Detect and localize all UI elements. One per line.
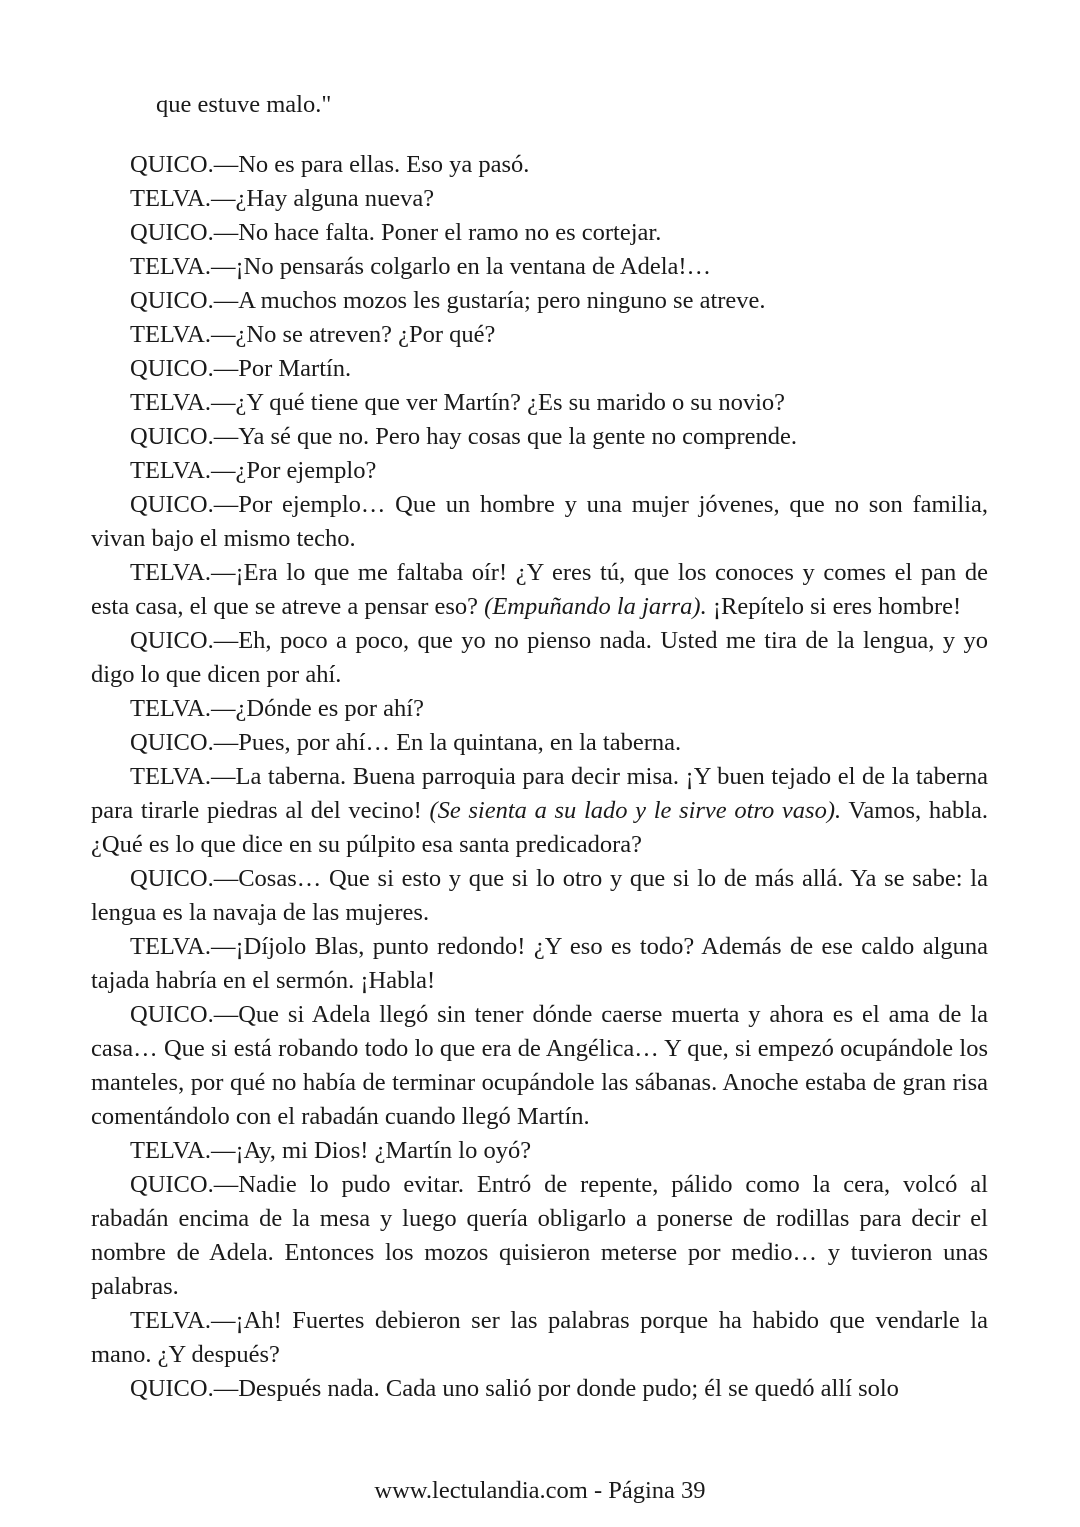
dialogue-text: Por Martín. — [238, 355, 352, 382]
em-dash: — — [213, 1375, 239, 1402]
dialogue-line — [91, 352, 988, 386]
dialogue-line — [91, 726, 988, 760]
stage-direction: (Empuñando la jarra). — [484, 593, 707, 620]
em-dash: — — [213, 151, 239, 178]
dialogue-text: A muchos mozos les gustaría; pero ninguno se atreve. — [238, 287, 766, 314]
dialogue-text: ¡No pensarás colgarlo en la ventana de Adela!… — [235, 253, 712, 280]
em-dash: — — [213, 865, 239, 892]
dialogue-text: ¡Díjolo Blas, punto redondo! ¿Y eso es todo? Además de ese caldo alguna tajada habría en el sermón. ¡Habla! — [91, 933, 988, 994]
footer-site: www.lectulandia.com — [374, 1477, 588, 1504]
dialogue-line — [91, 182, 988, 216]
dialogue-text: Después nada. Cada uno salió por donde pudo; él se quedó allí solo — [238, 1375, 899, 1402]
speaker-name: TELVA. — [130, 457, 212, 484]
em-dash: — — [211, 321, 236, 348]
em-dash: — — [213, 1001, 239, 1028]
dialogue-text: ¿Hay alguna nueva? — [235, 185, 435, 212]
speaker-name: TELVA. — [130, 185, 212, 212]
dialogue-line — [91, 284, 988, 318]
dialogue-line — [91, 454, 988, 488]
dialogue-line — [91, 420, 988, 454]
em-dash: — — [213, 1171, 239, 1198]
speaker-name: TELVA. — [130, 1307, 212, 1334]
speaker-name: QUICO. — [130, 491, 214, 518]
em-dash: — — [213, 355, 239, 382]
dialogue-line — [91, 148, 988, 182]
speaker-name: TELVA. — [130, 389, 212, 416]
speaker-name: QUICO. — [130, 1001, 214, 1028]
dialogue-text: ¿No se atreven? ¿Por qué? — [235, 321, 496, 348]
speaker-name: QUICO. — [130, 151, 214, 178]
dialogue-line — [91, 1168, 988, 1304]
dialogue-line — [91, 386, 988, 420]
em-dash: — — [211, 559, 236, 586]
dialogue-line — [91, 998, 988, 1134]
dialogue-text: No hace falta. Poner el ramo no es cortejar. — [238, 219, 662, 246]
speaker-name: TELVA. — [130, 1137, 212, 1164]
em-dash: — — [211, 457, 236, 484]
speaker-name: QUICO. — [130, 355, 214, 382]
dialogue-line — [91, 250, 988, 284]
speaker-name: TELVA. — [130, 933, 212, 960]
em-dash: — — [213, 627, 239, 654]
dialogue-text: La taberna. Buena parroquia para decir misa. ¡Y buen tejado el de la taberna para tirarle piedras al del vecino! — [91, 763, 988, 824]
speaker-name: TELVA. — [130, 321, 212, 348]
dialogue-line — [91, 488, 988, 556]
dialogue-text: Que si Adela llegó sin tener dónde caerse muerta y ahora es el ama de la casa… Que si está robando todo lo que era de Angélica… Y que, si empezó ocupándole los manteles, por qué no había de terminar ocupándole las sábanas. Anoche estaba de gran risa comentándolo con el rabadán cuando llegó Martín. — [91, 1001, 988, 1130]
dialogue-line — [91, 556, 988, 624]
em-dash: — — [211, 933, 236, 960]
speaker-name: TELVA. — [130, 763, 212, 790]
dialogue-block — [91, 148, 988, 1406]
page-footer — [0, 1474, 1080, 1508]
speaker-name: QUICO. — [130, 287, 214, 314]
dialogue-line — [91, 216, 988, 250]
dialogue-line — [91, 318, 988, 352]
em-dash: — — [211, 253, 236, 280]
dialogue-text: Eh, poco a poco, que yo no pienso nada. Usted me tira de la lengua, y yo digo lo que dicen por ahí. — [91, 627, 988, 688]
speaker-name: TELVA. — [130, 253, 212, 280]
em-dash: — — [213, 219, 239, 246]
speaker-name: QUICO. — [130, 423, 214, 450]
speaker-name: QUICO. — [130, 729, 214, 756]
dialogue-text: Nadie lo pudo evitar. Entró de repente, pálido como la cera, volcó al rabadán encima de la mesa y luego quería obligarlo a ponerse de rodillas para decir el nombre de Adela. Entonces los mozos quisieron meterse por medio… y tuvieron unas palabras. — [91, 1171, 988, 1300]
dialogue-text: Pues, por ahí… En la quintana, en la taberna. — [238, 729, 682, 756]
dialogue-line — [91, 862, 988, 930]
em-dash: — — [211, 185, 236, 212]
dialogue-text-after: ¡Repítelo si eres hombre! — [706, 593, 962, 620]
continuation-line: que estuve malo." — [156, 91, 332, 118]
dialogue-line — [91, 1372, 988, 1406]
dialogue-line — [91, 760, 988, 862]
dialogue-text: Por ejemplo… Que un hombre y una mujer jóvenes, que no son familia, vivan bajo el mismo techo. — [91, 491, 988, 552]
dialogue-line — [91, 930, 988, 998]
dialogue-text: ¡Ay, mi Dios! ¿Martín lo oyó? — [235, 1137, 532, 1164]
footer-separator: - — [587, 1477, 609, 1504]
em-dash: — — [211, 389, 236, 416]
em-dash: — — [213, 491, 239, 518]
em-dash: — — [213, 287, 239, 314]
speaker-name: QUICO. — [130, 1375, 214, 1402]
dialogue-line — [91, 1134, 988, 1168]
dialogue-text-after: Vamos, habla. ¿Qué es lo que dice en su púlpito esa santa predicadora? — [91, 797, 989, 858]
dialogue-text: ¡Era lo que me faltaba oír! ¿Y eres tú, que los conoces y comes el pan de esta casa, el que se atreve a pensar eso? — [91, 559, 988, 620]
dialogue-text: ¡Ah! Fuertes debieron ser las palabras porque ha habido que vendarle la mano. ¿Y después? — [91, 1307, 988, 1368]
dialogue-line — [91, 692, 988, 726]
dialogue-text: ¿Por ejemplo? — [235, 457, 377, 484]
speaker-name: QUICO. — [130, 219, 214, 246]
speaker-name: TELVA. — [130, 559, 212, 586]
document-page — [91, 88, 988, 1406]
dialogue-text: No es para ellas. Eso ya pasó. — [238, 151, 530, 178]
em-dash: — — [213, 729, 239, 756]
dialogue-line — [91, 624, 988, 692]
em-dash: — — [211, 1137, 236, 1164]
em-dash: — — [211, 1307, 236, 1334]
dialogue-text: Cosas… Que si esto y que si lo otro y que si lo de más allá. Ya se sabe: la lengua es la navaja de las mujeres. — [91, 865, 988, 926]
footer-page-number: Página 39 — [608, 1477, 706, 1504]
dialogue-text: ¿Dónde es por ahí? — [235, 695, 424, 722]
em-dash: — — [211, 695, 236, 722]
em-dash: — — [213, 423, 239, 450]
dialogue-text: ¿Y qué tiene que ver Martín? ¿Es su marido o su novio? — [235, 389, 786, 416]
em-dash: — — [211, 763, 236, 790]
speaker-name: QUICO. — [130, 1171, 214, 1198]
speaker-name: QUICO. — [130, 627, 214, 654]
dialogue-line — [91, 1304, 988, 1372]
speaker-name: TELVA. — [130, 695, 212, 722]
dialogue-text: Ya sé que no. Pero hay cosas que la gente no comprende. — [238, 423, 798, 450]
stage-direction: (Se sienta a su lado y le sirve otro vaso). — [429, 797, 842, 824]
speaker-name: QUICO. — [130, 865, 214, 892]
